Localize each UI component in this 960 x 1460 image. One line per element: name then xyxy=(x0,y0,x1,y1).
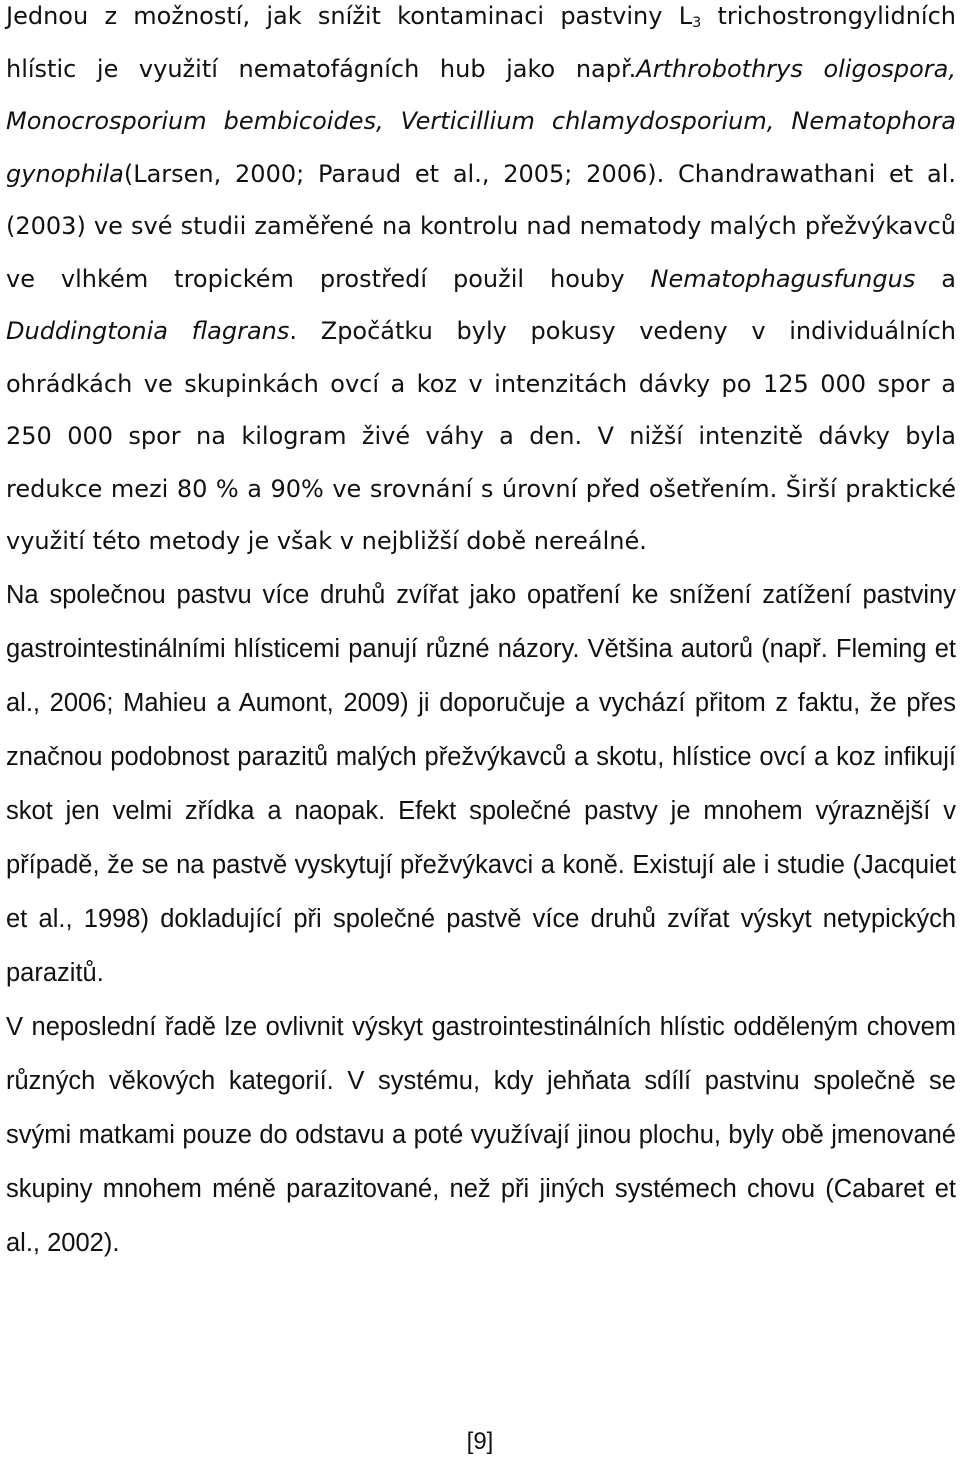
text-segment: V neposlední řadě lze ovlivnit výskyt gastrointestinálních hlístic odděleným chovem různých věkových kategorií. V systému, kdy jehňata sdílí pastvinu společně se svými matkami pouze do odstavu a poté využívají jinou plochu, byly obě jmenované skupiny mnohem méně parazitované, než při jiných systémech chovu (Cabaret et al., 2002). xyxy=(6,1012,956,1257)
page-number: [9] xyxy=(466,1428,494,1455)
subscript-text: 3 xyxy=(692,15,702,31)
italic-text-segment: Nematophagusfungus xyxy=(650,264,916,293)
paragraph-nematophagous-fungi xyxy=(6,0,956,568)
paragraph-mixed-grazing xyxy=(6,568,956,1000)
text-segment: . Zpočátku byly pokusy vedeny v individuálních ohrádkách ve skupinkách ovcí a koz v intenzitách dávky po 125 000 spor a 250 000 spor na kilogram živé váhy a den. V nižší intenzitě dávky byla redukce mezi 80 % a 90% ve srovnání s úrovní před ošetřením. Širší praktické využití této metody je však v nejbližší době nereálné. xyxy=(6,317,956,555)
text-segment: trichostrongylidních hlístic je využití nematofágních hub jako např. xyxy=(6,2,956,83)
text-segment: a xyxy=(915,264,956,293)
text-segment: Na společnou pastvu více druhů zvířat jako opatření ke snížení zatížení pastviny gastrointestinálními hlísticemi panují různé názory. Většina autorů (např. Fleming et al., 2006; Mahieu a Aumont, 2009) ji doporučuje a vychází přitom z faktu, že přes značnou podobnost parazitů malých přežvýkavců a skotu, hlístice ovcí a koz infikují skot jen velmi zřídka a naopak. Efekt společné pastvy je mnohem výraznější v případě, že se na pastvě vyskytují přežvýkavci a koně. Existují ale i studie (Jacquiet et al., 1998) dokladující při společné pastvě více druhů zvířat výskyt netypických parazitů. xyxy=(6,580,956,987)
document-page xyxy=(6,0,956,1270)
italic-text-segment: Arthrobothrys oligospora, Monocrosporium bembicoides, Verticillium chlamydosporium, Nematophora gynophila xyxy=(6,54,957,188)
paragraph-age-separation xyxy=(6,1000,956,1270)
italic-text-segment: Duddingtonia flagrans xyxy=(6,317,290,345)
text-segment: Jednou z možností, jak snížit kontaminaci pastviny L xyxy=(6,2,693,30)
text-segment: (Larsen, 2000; Paraud et al., 2005; 2006). Chandrawathani et al. (2003) ve své studii zaměřené na kontrolu nad nematody malých přežvýkavců ve vlhkém tropickém prostředí použil houby xyxy=(6,159,956,293)
